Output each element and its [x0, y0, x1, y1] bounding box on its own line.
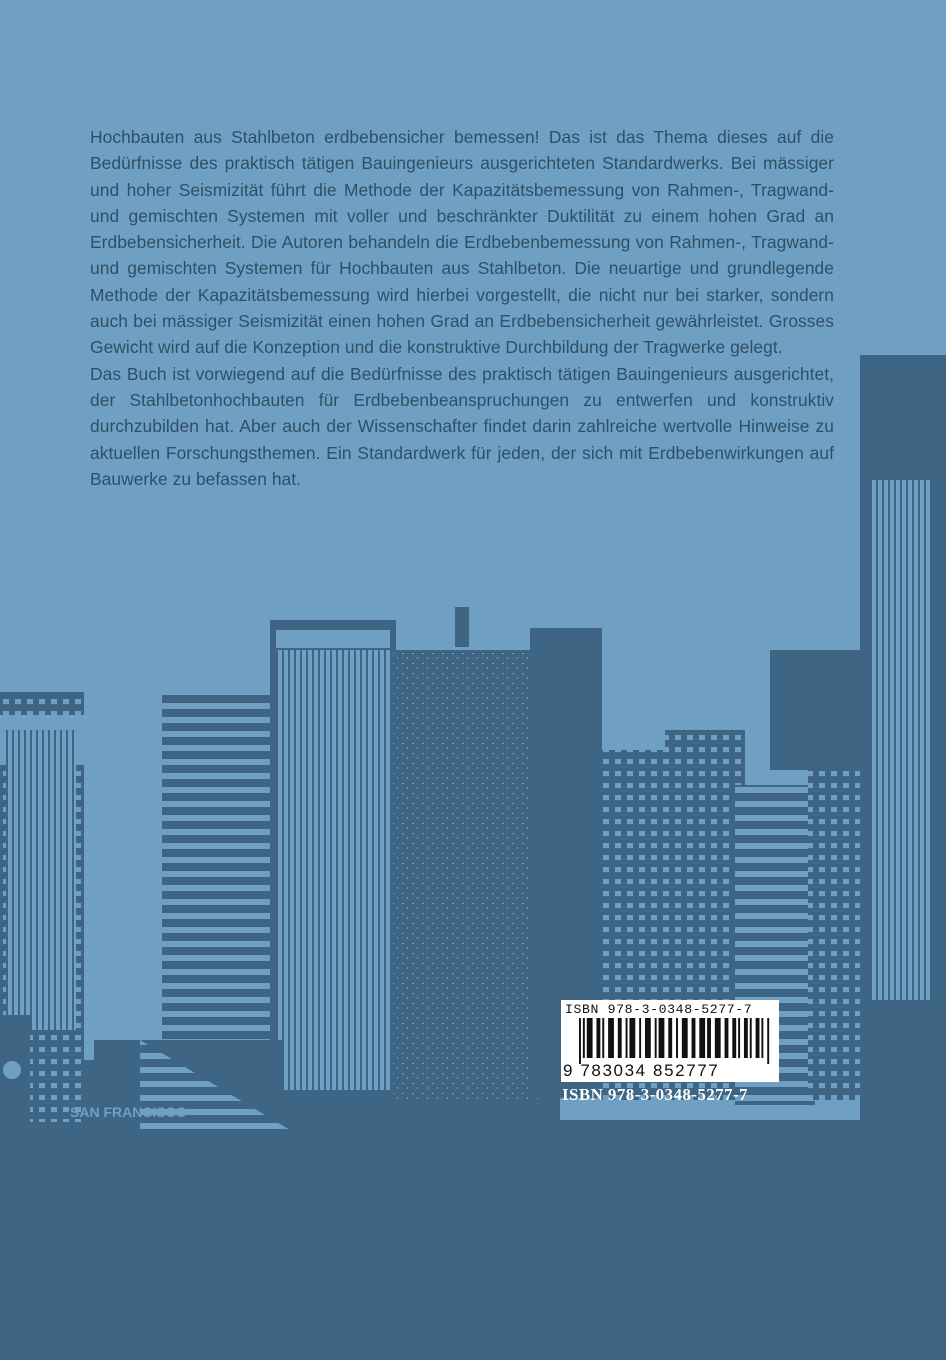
barcode-digits: 9 783034 852777 [563, 1061, 720, 1080]
blurb-paragraph-2: Das Buch ist vorwiegend auf die Bedürfnisse des praktisch tätigen Bauingenieurs ausgerichtet, der Stahlbetonhochbauten für Erdbebenbeanspruchungen zu entwerfen und konstruktiv durchzubilden hat. Aber auch der Wissenschafter findet darin zahlreiche wertvolle Hinweise zu aktuellen Forschungsthemen. Ein Standardwerk für jeden, der sich mit Erdbebenwirkungen auf Bauwerke zu befassen hat. [90, 363, 834, 489]
isbn-label-bottom: ISBN 978-3-0348-5277-7 [562, 1085, 748, 1104]
skyline-sign-text: SAN FRANCISCO [70, 1104, 187, 1120]
isbn-label-top: ISBN 978-3-0348-5277-7 [565, 1002, 753, 1017]
blurb-paragraph-1: Hochbauten aus Stahlbeton erdbebensicher bemessen! Das ist das Thema dieses auf die Bedürfnisse des praktisch tätigen Bauingenieurs ausgerichteten Standardwerks. Bei mässiger und hoher Seismizität führt die Methode der Kapazitätsbemessung von Rahmen-, Tragwand- und gemischten Systemen mit voller und beschränkter Duktilität zu einem hohen Grad an Erdbebensicherheit. Die Autoren behandeln die Erdbebenbemessung von Rahmen-, Tragwand- und gemischten Systemen für Hochbauten aus Stahlbeton. Die neuartige und grundlegende Methode der Kapazitätsbemessung wird hierbei vorgestellt, die nicht nur bei starker, sondern auch bei mässiger Seismizität einen hohen Grad an Erdbebensicherheit gewährleistet. Grosses Gewicht wird auf die Konzeption und die konstruktive Durchbildung der Tragwerke gelegt. [90, 127, 834, 358]
isbn-barcode [561, 1000, 779, 1082]
back-cover-blurb [90, 124, 834, 492]
barcode-bars [579, 1018, 775, 1064]
